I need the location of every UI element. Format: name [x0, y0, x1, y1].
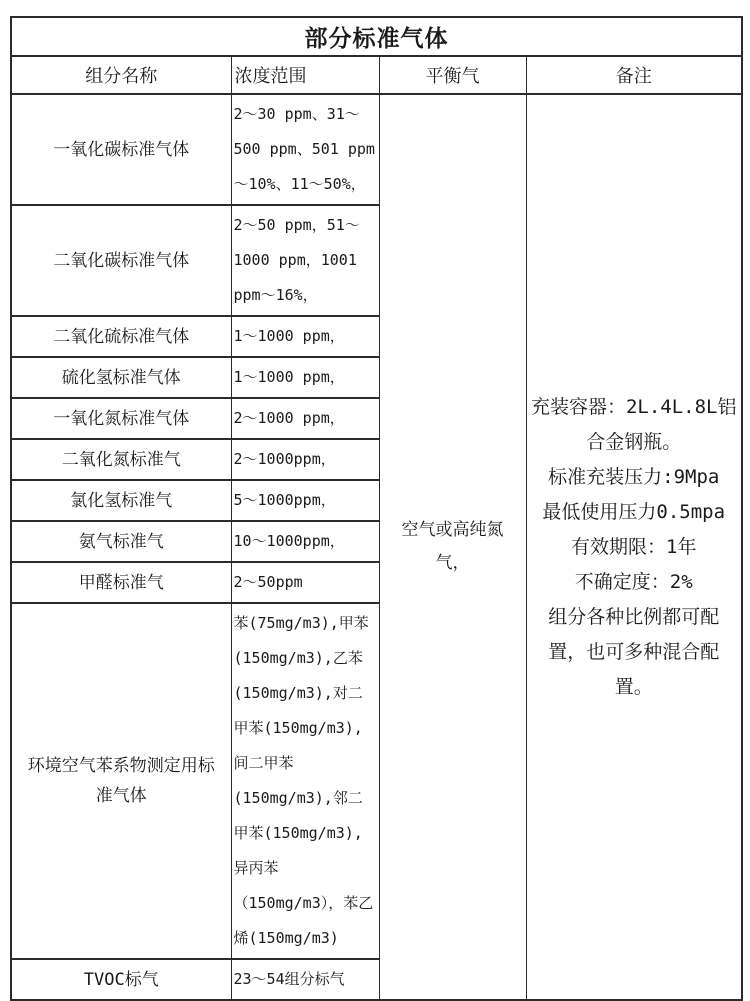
remarks-line: 不确定度：2%: [574, 570, 693, 593]
component-name: 一氧化氮标准气体: [11, 398, 231, 439]
concentration-range: 1～1000 ppm，: [231, 316, 379, 357]
concentration-range: 2～30 ppm、31～500 ppm、501 ppm～10%、11～50%，: [231, 94, 379, 205]
remarks-line: 最低使用压力0.5mpa: [542, 500, 726, 523]
header-row: [11, 56, 742, 94]
component-name: 二氧化氮标准气: [11, 439, 231, 480]
concentration-range: 2～1000ppm，: [231, 439, 379, 480]
col-header-balance-gas: 平衡气: [379, 56, 526, 94]
col-header-concentration-range: 浓度范围: [231, 56, 379, 94]
concentration-range: 苯(75mg/m3),甲苯(150mg/m3),乙苯(150mg/m3),对二甲苯(150mg/m3),间二甲苯(150mg/m3),邻二甲苯(150mg/m3),异丙苯（150mg/m3），苯乙烯(150mg/m3): [231, 603, 379, 959]
balance-gas-text: 空气或高纯氮气，: [401, 520, 504, 573]
remarks-line: 组分各种比例都可配置，也可多种混合配置。: [548, 605, 720, 698]
remarks-line: 有效期限：1年: [571, 535, 697, 558]
component-name: TVOC标气: [11, 959, 231, 1000]
remarks-line: 标准充装压力:9Mpa: [548, 465, 720, 488]
concentration-range: 5～1000ppm，: [231, 480, 379, 521]
component-name: 一氧化碳标准气体: [11, 94, 231, 205]
balance-gas-cell: [379, 94, 526, 1000]
remarks-cell: [526, 94, 742, 1000]
concentration-range: 1～1000 ppm，: [231, 357, 379, 398]
table-row-carbon-monoxide: [11, 94, 742, 205]
component-name: 二氧化硫标准气体: [11, 316, 231, 357]
component-name: 氯化氢标准气: [11, 480, 231, 521]
component-name: 硫化氢标准气体: [11, 357, 231, 398]
page-title: 部分标准气体: [11, 17, 742, 56]
col-header-remarks: 备注: [526, 56, 742, 94]
concentration-range: 2～1000 ppm，: [231, 398, 379, 439]
remarks-text: [531, 390, 737, 705]
remarks-line: 充装容器：2L.4L.8L铝合金钢瓶。: [530, 395, 737, 453]
standard-gas-table: [10, 16, 743, 1001]
col-header-component-name: 组分名称: [11, 56, 231, 94]
concentration-range: 23～54组分标气: [231, 959, 379, 1000]
concentration-range: 2～50 ppm，51～1000 ppm，1001 ppm～16%，: [231, 205, 379, 316]
component-name: 氨气标准气: [11, 521, 231, 562]
title-row: [11, 17, 742, 56]
component-name: 二氧化碳标准气体: [11, 205, 231, 316]
component-name: 环境空气苯系物测定用标准气体: [11, 603, 231, 959]
concentration-range: 2～50ppm: [231, 562, 379, 603]
concentration-range: 10～1000ppm，: [231, 521, 379, 562]
component-name: 甲醛标准气: [11, 562, 231, 603]
